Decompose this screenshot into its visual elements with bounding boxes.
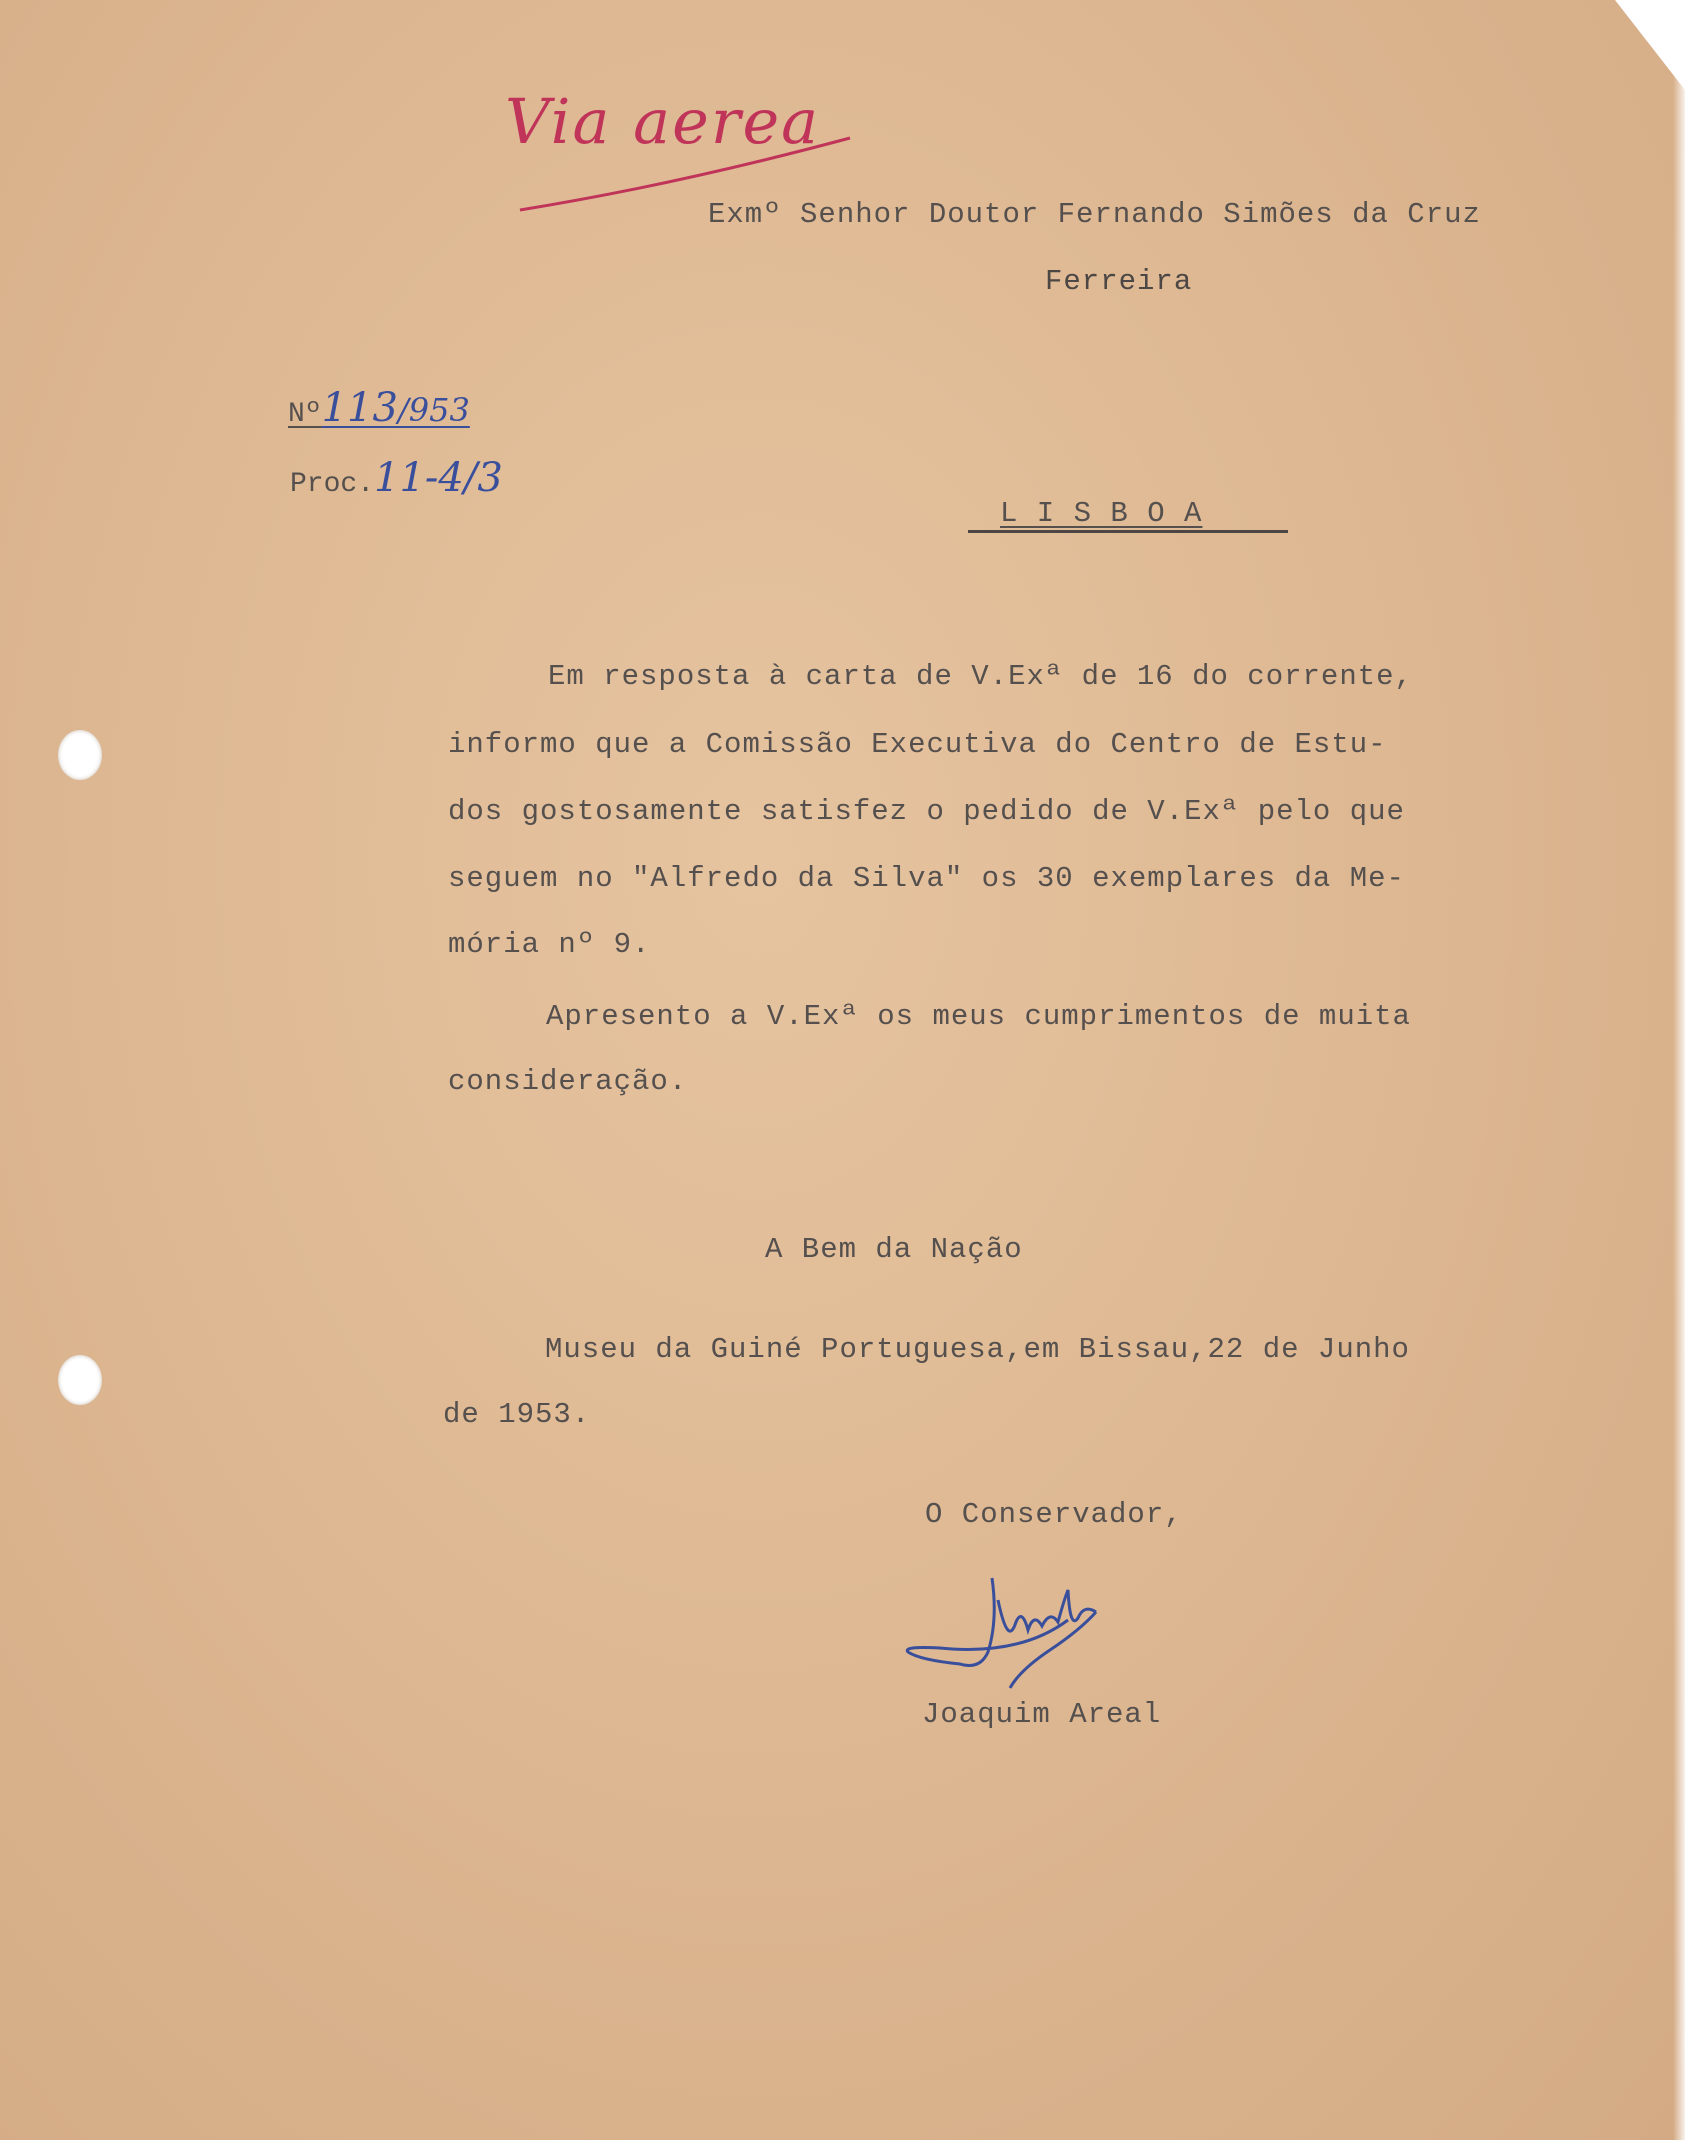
page-edge xyxy=(1673,0,1685,2140)
punch-hole-top xyxy=(58,730,102,780)
number-prefix: Nº xyxy=(288,399,322,430)
signatory-title: O Conservador, xyxy=(925,1498,1183,1531)
body-line: seguem no "Alfredo da Silva" os 30 exemplares da Me- xyxy=(448,862,1405,895)
place-date-line-1: Museu da Guiné Portuguesa,em Bissau,22 de Junho xyxy=(545,1333,1410,1366)
reference-number xyxy=(288,385,470,431)
closing-salutation: A Bem da Nação xyxy=(765,1233,1023,1266)
addressee-line-1: Exmº Senhor Doutor Fernando Simões da Cruz xyxy=(708,198,1481,231)
proc-reference xyxy=(290,455,503,501)
proc-prefix: Proc. xyxy=(290,469,375,500)
punch-hole-bottom xyxy=(58,1355,102,1405)
body-line: Apresento a V.Exª os meus cumprimentos de muita xyxy=(546,1000,1411,1033)
body-line: dos gostosamente satisfez o pedido de V.Exª pelo que xyxy=(448,795,1405,828)
handwritten-signature xyxy=(900,1560,1160,1700)
body-line: Em resposta à carta de V.Exª de 16 do corrente, xyxy=(548,660,1413,693)
number-year: /953 xyxy=(397,391,470,429)
number-handwritten: 113 xyxy=(321,385,398,431)
proc-handwritten: 11-4/3 xyxy=(374,455,503,501)
city-heading: L I S B O A xyxy=(1000,497,1203,530)
airmail-annotation: Via aerea xyxy=(505,85,821,158)
place-date-line-2: de 1953. xyxy=(443,1398,591,1431)
body-line: mória nº 9. xyxy=(448,928,651,961)
city-underline xyxy=(968,530,1288,533)
signatory-name: Joaquim Areal xyxy=(922,1698,1162,1731)
body-line: consideração. xyxy=(448,1065,688,1098)
addressee-line-2: Ferreira xyxy=(1045,265,1193,298)
body-line: informo que a Comissão Executiva do Centro de Estu- xyxy=(448,728,1387,761)
